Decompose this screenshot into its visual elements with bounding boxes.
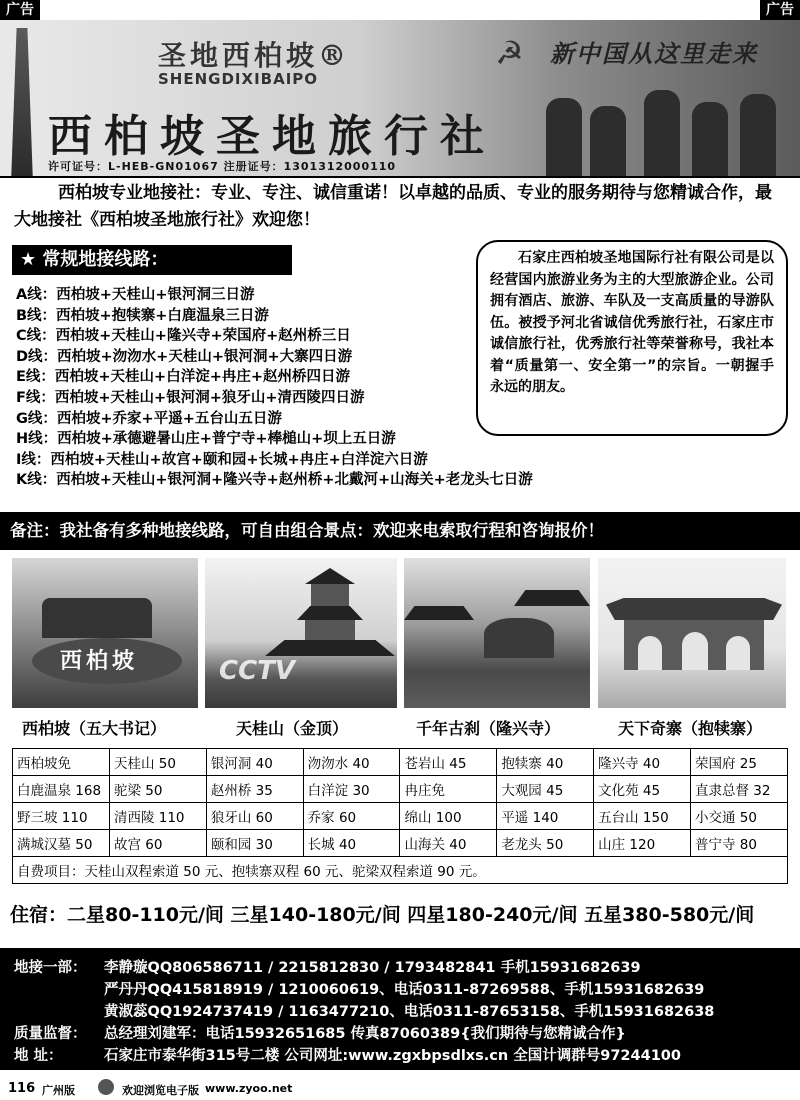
table-row	[13, 857, 788, 884]
price-cell: 平遥 140	[497, 803, 594, 830]
price-cell: 冉庄免	[400, 776, 497, 803]
photo-longxingsi	[404, 558, 590, 708]
price-cell: 大观园 45	[497, 776, 594, 803]
table-row	[13, 803, 788, 830]
party-emblem-icon: ☭	[495, 34, 524, 72]
price-cell: 狼牙山 60	[206, 803, 303, 830]
intro-text: 西柏坡专业地接社：专业、专注、诚信重诺！以卓越的品质、专业的服务期待与您精诚合作，最大地接社《西柏坡圣地旅行社》欢迎您！	[14, 183, 772, 230]
contact-label-dept: 地接一部：	[14, 960, 87, 976]
agency-name: 西柏坡圣地旅行社	[48, 111, 496, 162]
price-cell: 山海关 40	[400, 830, 497, 857]
route-item: B线：西柏坡+抱犊寨+白鹿温泉三日游	[16, 307, 269, 324]
section-title-routes: ★ 常规地接线路：	[12, 245, 292, 275]
cctv-watermark: CCTV	[219, 656, 296, 686]
license-numbers: 许可证号：L-HEB-GN01067 注册证号：1301312000110	[48, 160, 397, 173]
price-cell: 五台山 150	[594, 803, 691, 830]
photo-captions	[0, 716, 800, 744]
table-row	[13, 749, 788, 776]
price-cell: 西柏坡免	[13, 749, 110, 776]
page-footer	[0, 1076, 800, 1100]
photo-baoduzhai	[598, 558, 786, 708]
calligraphy-slogan: 新中国从这里走来	[550, 39, 758, 68]
footer-website: www.zyoo.net	[205, 1082, 293, 1095]
price-cell: 直隶总督 32	[691, 776, 788, 803]
price-cell: 山庄 120	[594, 830, 691, 857]
price-cell: 荣国府 25	[691, 749, 788, 776]
flowerbed-text: 西柏坡	[60, 649, 139, 674]
contact-line: 严丹丹QQ415818919 / 1210060619、电话0311-87269588、手机15931682639	[104, 982, 705, 998]
caption-longxingsi: 千年古刹（隆兴寺）	[416, 719, 561, 738]
caption-xibaipo: 西柏坡（五大书记）	[22, 719, 167, 738]
price-cell: 沕沕水 40	[303, 749, 400, 776]
price-cell: 小交通 50	[691, 803, 788, 830]
price-cell: 长城 40	[303, 830, 400, 857]
price-cell: 满城汉墓 50	[13, 830, 110, 857]
price-cell: 白鹿温泉 168	[13, 776, 110, 803]
contact-line: 石家庄市泰华街315号二楼 公司网址:www.zgxbpsdlxs.cn 全国计调群号97244100	[104, 1048, 681, 1064]
photo-xibaipo	[12, 558, 198, 708]
note-bar: 备注：我社备有多种地接线路，可自由组合景点：欢迎来电索取行程和咨询报价！	[0, 512, 800, 550]
contact-block	[0, 948, 800, 1070]
company-intro-box: 石家庄西柏坡圣地国际行社有限公司是以经营国内旅游业务为主的大型旅游企业。公司拥有酒店、旅游、车队及一支高质量的导游队伍。被授予河北省诚信优秀旅行社，石家庄市诚信旅行社，优秀旅行社等荣誉称号，我社本着“质量第一、安全第一”的宗旨。一朝握手永远的朋友。	[476, 240, 788, 436]
lodging-prices: 住宿：二星80-110元/间 三星140-180元/间 四星180-240元/间 五星380-580元/间	[10, 904, 755, 926]
statues-image	[540, 80, 800, 178]
contact-label-supervision: 质量监督：	[14, 1026, 87, 1042]
price-cell: 绵山 100	[400, 803, 497, 830]
photo-tianguishan	[205, 558, 397, 708]
price-cell: 野三坡 110	[13, 803, 110, 830]
price-cell: 赵州桥 35	[206, 776, 303, 803]
route-item: F线：西柏坡+天桂山+银河洞+狼牙山+清西陵四日游	[16, 389, 365, 406]
table-row	[13, 776, 788, 803]
brand-logo-chinese: 圣地西柏坡®	[158, 39, 351, 72]
contact-label-address: 地 址：	[14, 1048, 63, 1064]
route-item: E线：西柏坡+天桂山+白洋淀+冉庄+赵州桥四日游	[16, 369, 351, 386]
route-item: G线：西柏坡+乔家+平遥+五台山五日游	[16, 410, 282, 427]
price-cell: 普宁寺 80	[691, 830, 788, 857]
header-banner	[0, 20, 800, 178]
ticket-price-table	[12, 748, 788, 884]
caption-baoduzhai: 天下奇寨（抱犊寨）	[618, 719, 763, 738]
price-cell: 白洋淀 30	[303, 776, 400, 803]
price-cell: 故宫 60	[109, 830, 206, 857]
route-item: H线：西柏坡+承德避暑山庄+普宁寺+棒槌山+坝上五日游	[16, 431, 396, 448]
price-cell: 天桂山 50	[109, 749, 206, 776]
footer-text: 欢迎浏览电子版	[122, 1084, 199, 1097]
price-cell: 抱犊寨 40	[497, 749, 594, 776]
extras-cell: 自费项目：天桂山双程索道 50 元、抱犊寨双程 60 元、驼梁双程索道 90 元。	[13, 857, 788, 884]
price-cell: 老龙头 50	[497, 830, 594, 857]
monument-image	[4, 28, 40, 178]
price-cell: 驼梁 50	[109, 776, 206, 803]
caption-tianguishan: 天桂山（金顶）	[236, 719, 349, 738]
price-cell: 文化苑 45	[594, 776, 691, 803]
route-item: K线：西柏坡+天桂山+银河洞+隆兴寺+赵州桥+北戴河+山海关+老龙头七日游	[16, 472, 533, 489]
route-item: C线：西柏坡+天桂山+隆兴寺+荣国府+赵州桥三日	[16, 328, 351, 345]
price-cell: 银河洞 40	[206, 749, 303, 776]
price-cell: 隆兴寺 40	[594, 749, 691, 776]
route-item: I线：西柏坡+天桂山+故宫+颐和园+长城+冉庄+白洋淀六日游	[16, 451, 428, 468]
contact-line: 总经理刘建军：电话15932651685 传真87060389{我们期待与您精诚合作}	[104, 1026, 626, 1042]
route-item: D线：西柏坡+沕沕水+天桂山+银河洞+大寨四日游	[16, 348, 353, 365]
edition-label: 广州版	[42, 1084, 75, 1097]
price-cell: 颐和园 30	[206, 830, 303, 857]
page-number: 116	[8, 1081, 36, 1096]
price-cell: 清西陵 110	[109, 803, 206, 830]
table-row	[13, 830, 788, 857]
contact-line: 黄淑蕊QQ1924737419 / 1163477210、电话0311-87653158、手机15931682638	[104, 1004, 715, 1020]
ad-label-left: 广告	[0, 0, 40, 20]
price-cell: 乔家 60	[303, 803, 400, 830]
contact-line: 李静璇QQ806586711 / 2215812830 / 1793482841 手机15931682639	[104, 960, 641, 976]
price-cell: 苍岩山 45	[400, 749, 497, 776]
ad-label-right: 广告	[760, 0, 800, 20]
magazine-logo-icon	[98, 1079, 114, 1095]
route-item: A线：西柏坡+天桂山+银河洞三日游	[16, 287, 255, 303]
brand-logo-english: SHENGDIXIBAIPO	[158, 70, 319, 88]
